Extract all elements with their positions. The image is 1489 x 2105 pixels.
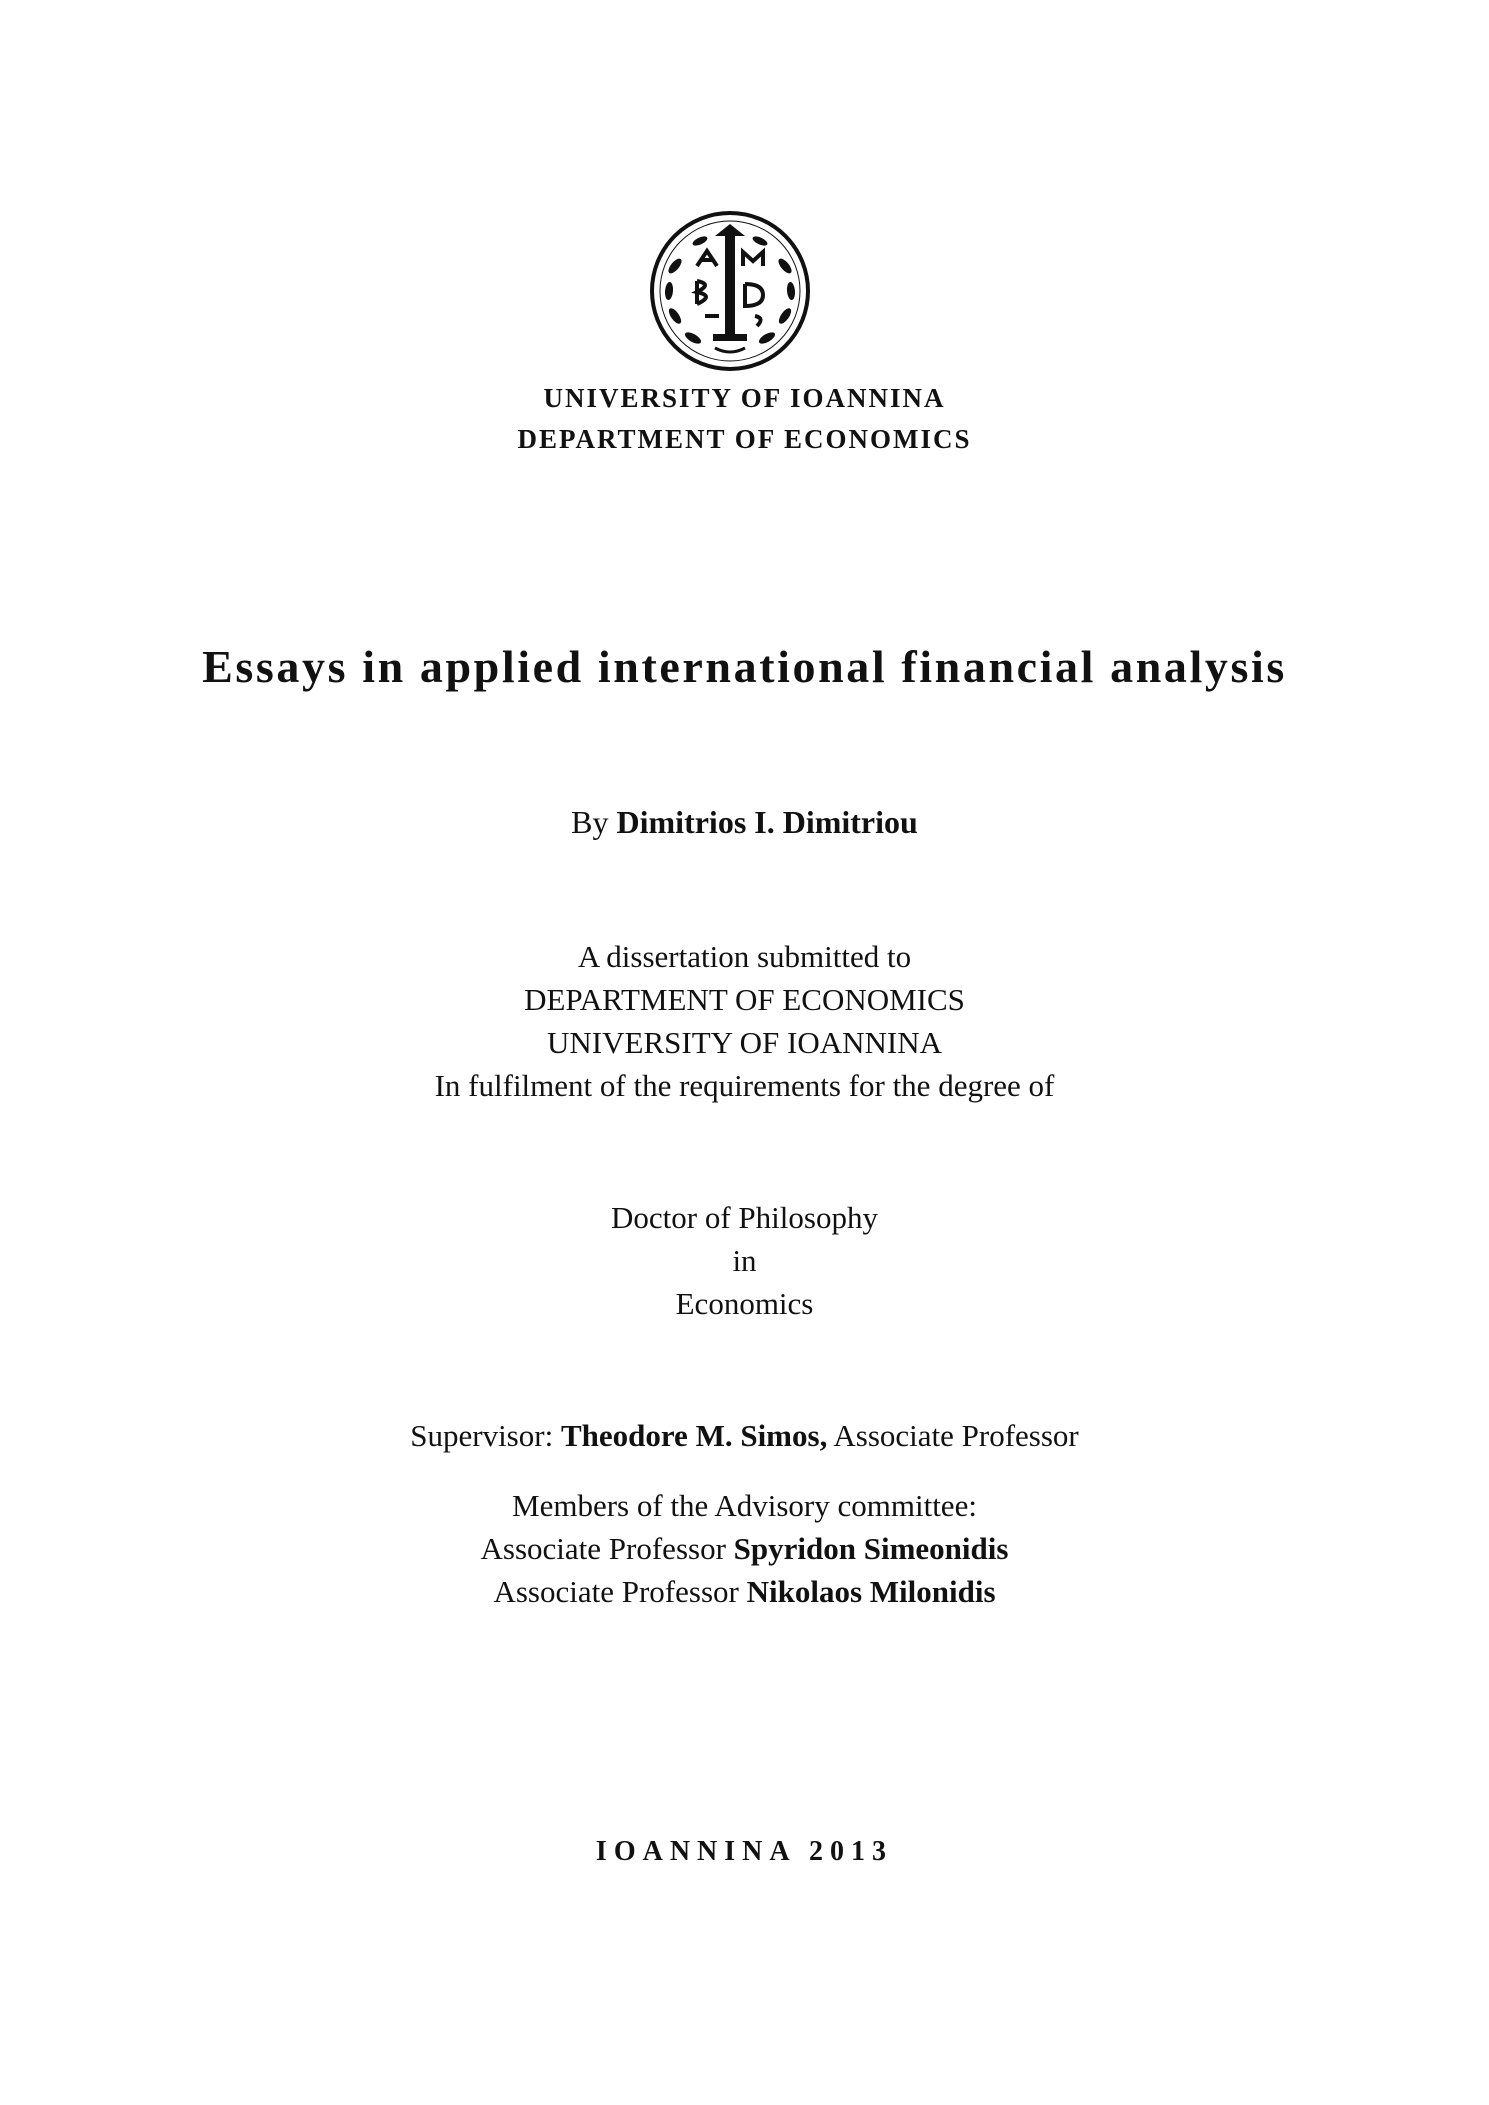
supervisor-name: Theodore M. Simos, (560, 1418, 828, 1453)
degree-line-2: in (732, 1243, 757, 1278)
department-name: DEPARTMENT OF ECONOMICS (517, 424, 972, 454)
author-name: Dimitrios I. Dimitriou (616, 804, 918, 840)
university-name: UNIVERSITY OF IOANNINA (543, 383, 946, 413)
supervisor-label: Supervisor: (410, 1418, 554, 1453)
supervisor-line (0, 1418, 1489, 1454)
committee-member (0, 1531, 1489, 1567)
degree-line-1: Doctor of Philosophy (611, 1200, 878, 1235)
committee-member-rank: Associate Professor (480, 1531, 726, 1566)
submission-line-1: A dissertation submitted to (577, 939, 912, 974)
committee-member-name: Nikolaos Milonidis (746, 1574, 996, 1609)
university-seal-logo (645, 206, 815, 376)
committee-heading: Members of the Advisory committee: (512, 1488, 977, 1523)
submission-line-2: DEPARTMENT OF ECONOMICS (524, 982, 965, 1017)
author-line (0, 804, 1489, 841)
submission-line-3: UNIVERSITY OF IOANNINA (547, 1025, 942, 1060)
degree-line-3: Economics (675, 1286, 814, 1321)
dissertation-title: Essays in applied international financial analysis (202, 641, 1287, 692)
committee-member-name: Spyridon Simeonidis (733, 1531, 1009, 1566)
committee-member (0, 1574, 1489, 1610)
author-prefix: By (571, 804, 609, 840)
committee-member-rank: Associate Professor (493, 1574, 739, 1609)
place-year: IOANNINA 2013 (595, 1836, 894, 1867)
supervisor-rank: Associate Professor (833, 1418, 1079, 1453)
submission-line-4: In fulfilment of the requirements for the degree of (434, 1068, 1055, 1103)
